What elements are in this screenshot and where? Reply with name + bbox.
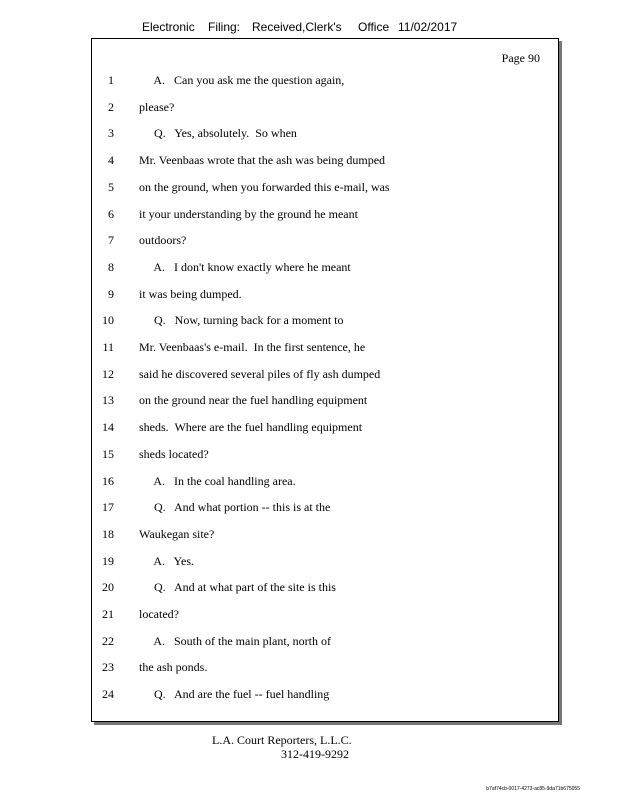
line-number: 15 — [102, 446, 114, 461]
footer-phone: 312-419-9292 — [281, 747, 349, 761]
line-number: 24 — [102, 687, 114, 702]
transcript-line — [92, 445, 558, 463]
line-text: Waukegan site? — [139, 526, 215, 541]
line-text: on the ground, when you forwarded this e-mail, was — [139, 179, 390, 194]
line-text: Mr. Veenbaas's e-mail. In the first sentence, he — [139, 340, 366, 354]
header-filing: Filing: — [208, 20, 241, 34]
transcript-line — [92, 498, 558, 516]
transcript-page — [91, 38, 559, 722]
header-electronic: Electronic — [142, 20, 195, 34]
line-text: on the ground near the fuel handling equipment — [139, 393, 368, 408]
line-number: 19 — [102, 553, 114, 568]
line-number: 4 — [108, 153, 114, 168]
line-text: outdoors? — [139, 233, 187, 248]
line-number: 3 — [108, 126, 114, 141]
line-text: Q. And at what part of the site is this — [139, 580, 336, 595]
line-number: 1 — [108, 73, 114, 87]
line-number: 21 — [102, 607, 114, 621]
transcript-line — [92, 578, 558, 596]
line-number: 5 — [108, 179, 114, 194]
transcript-line — [92, 311, 558, 329]
line-text: sheds. Where are the fuel handling equipment — [139, 420, 363, 435]
line-number: 10 — [102, 313, 114, 328]
line-text: please? — [139, 99, 175, 114]
transcript-line — [92, 71, 558, 89]
line-number: 2 — [108, 99, 114, 114]
transcript-line — [92, 151, 558, 169]
line-number: 14 — [102, 420, 114, 435]
transcript-line — [92, 658, 558, 676]
filing-header — [142, 20, 562, 36]
line-text: Q. Now, turning back for a moment to — [139, 313, 344, 328]
line-number: 23 — [102, 660, 114, 675]
transcript-line — [92, 552, 558, 570]
line-number: 12 — [102, 366, 114, 381]
line-number: 18 — [102, 526, 114, 541]
transcript-line — [92, 605, 558, 623]
transcript-line — [92, 285, 558, 303]
line-text: Mr. Veenbaas wrote that the ash was being dumped — [139, 153, 386, 168]
line-number: 16 — [102, 473, 114, 488]
transcript-line — [92, 178, 558, 196]
transcript-line — [92, 205, 558, 223]
header-office: Office — [358, 20, 390, 34]
document-hash: b7af74cb-0017-4273-ac85-9da71b675055 — [486, 786, 580, 792]
line-text: A. South of the main plant, north of — [139, 633, 331, 648]
line-number: 20 — [102, 580, 114, 595]
page-number: Page 90 — [501, 51, 540, 65]
line-text: Q. And are the fuel -- fuel handling — [139, 687, 330, 702]
transcript-line — [92, 365, 558, 383]
line-text: said he discovered several piles of fly ash dumped — [139, 366, 381, 381]
transcript-line — [92, 685, 558, 703]
transcript-line — [92, 124, 558, 142]
header-date: 11/02/2017 — [398, 20, 458, 34]
line-text: sheds located? — [139, 446, 209, 461]
transcript-line — [92, 231, 558, 249]
transcript-line — [92, 98, 558, 116]
transcript-line — [92, 418, 558, 436]
transcript-line — [92, 472, 558, 490]
transcript-line — [92, 391, 558, 409]
line-number: 22 — [102, 633, 114, 648]
transcript-line — [92, 338, 558, 356]
line-text: A. Can you ask me the question again, — [139, 73, 345, 87]
line-number: 13 — [102, 393, 114, 408]
line-text: the ash ponds. — [139, 660, 208, 675]
line-text: it was being dumped. — [139, 286, 242, 301]
line-text: A. Yes. — [139, 553, 195, 568]
line-number: 11 — [102, 340, 114, 354]
transcript-line — [92, 632, 558, 650]
line-number: 6 — [108, 206, 114, 221]
line-number: 7 — [108, 233, 114, 248]
header-received: Received,Clerk's — [252, 20, 342, 34]
line-text: Q. And what portion -- this is at the — [139, 500, 331, 515]
line-text: Q. Yes, absolutely. So when — [139, 126, 297, 141]
line-number: 8 — [108, 259, 114, 274]
line-text: A. In the coal handling area. — [139, 473, 296, 488]
line-text: A. I don't know exactly where he meant — [139, 259, 351, 274]
line-number: 17 — [102, 500, 114, 515]
line-number: 9 — [108, 286, 114, 301]
line-text: located? — [139, 607, 179, 621]
transcript-line — [92, 525, 558, 543]
transcript-line — [92, 258, 558, 276]
line-text: it your understanding by the ground he meant — [139, 206, 358, 221]
footer-company: L.A. Court Reporters, L.L.C. — [212, 733, 352, 747]
